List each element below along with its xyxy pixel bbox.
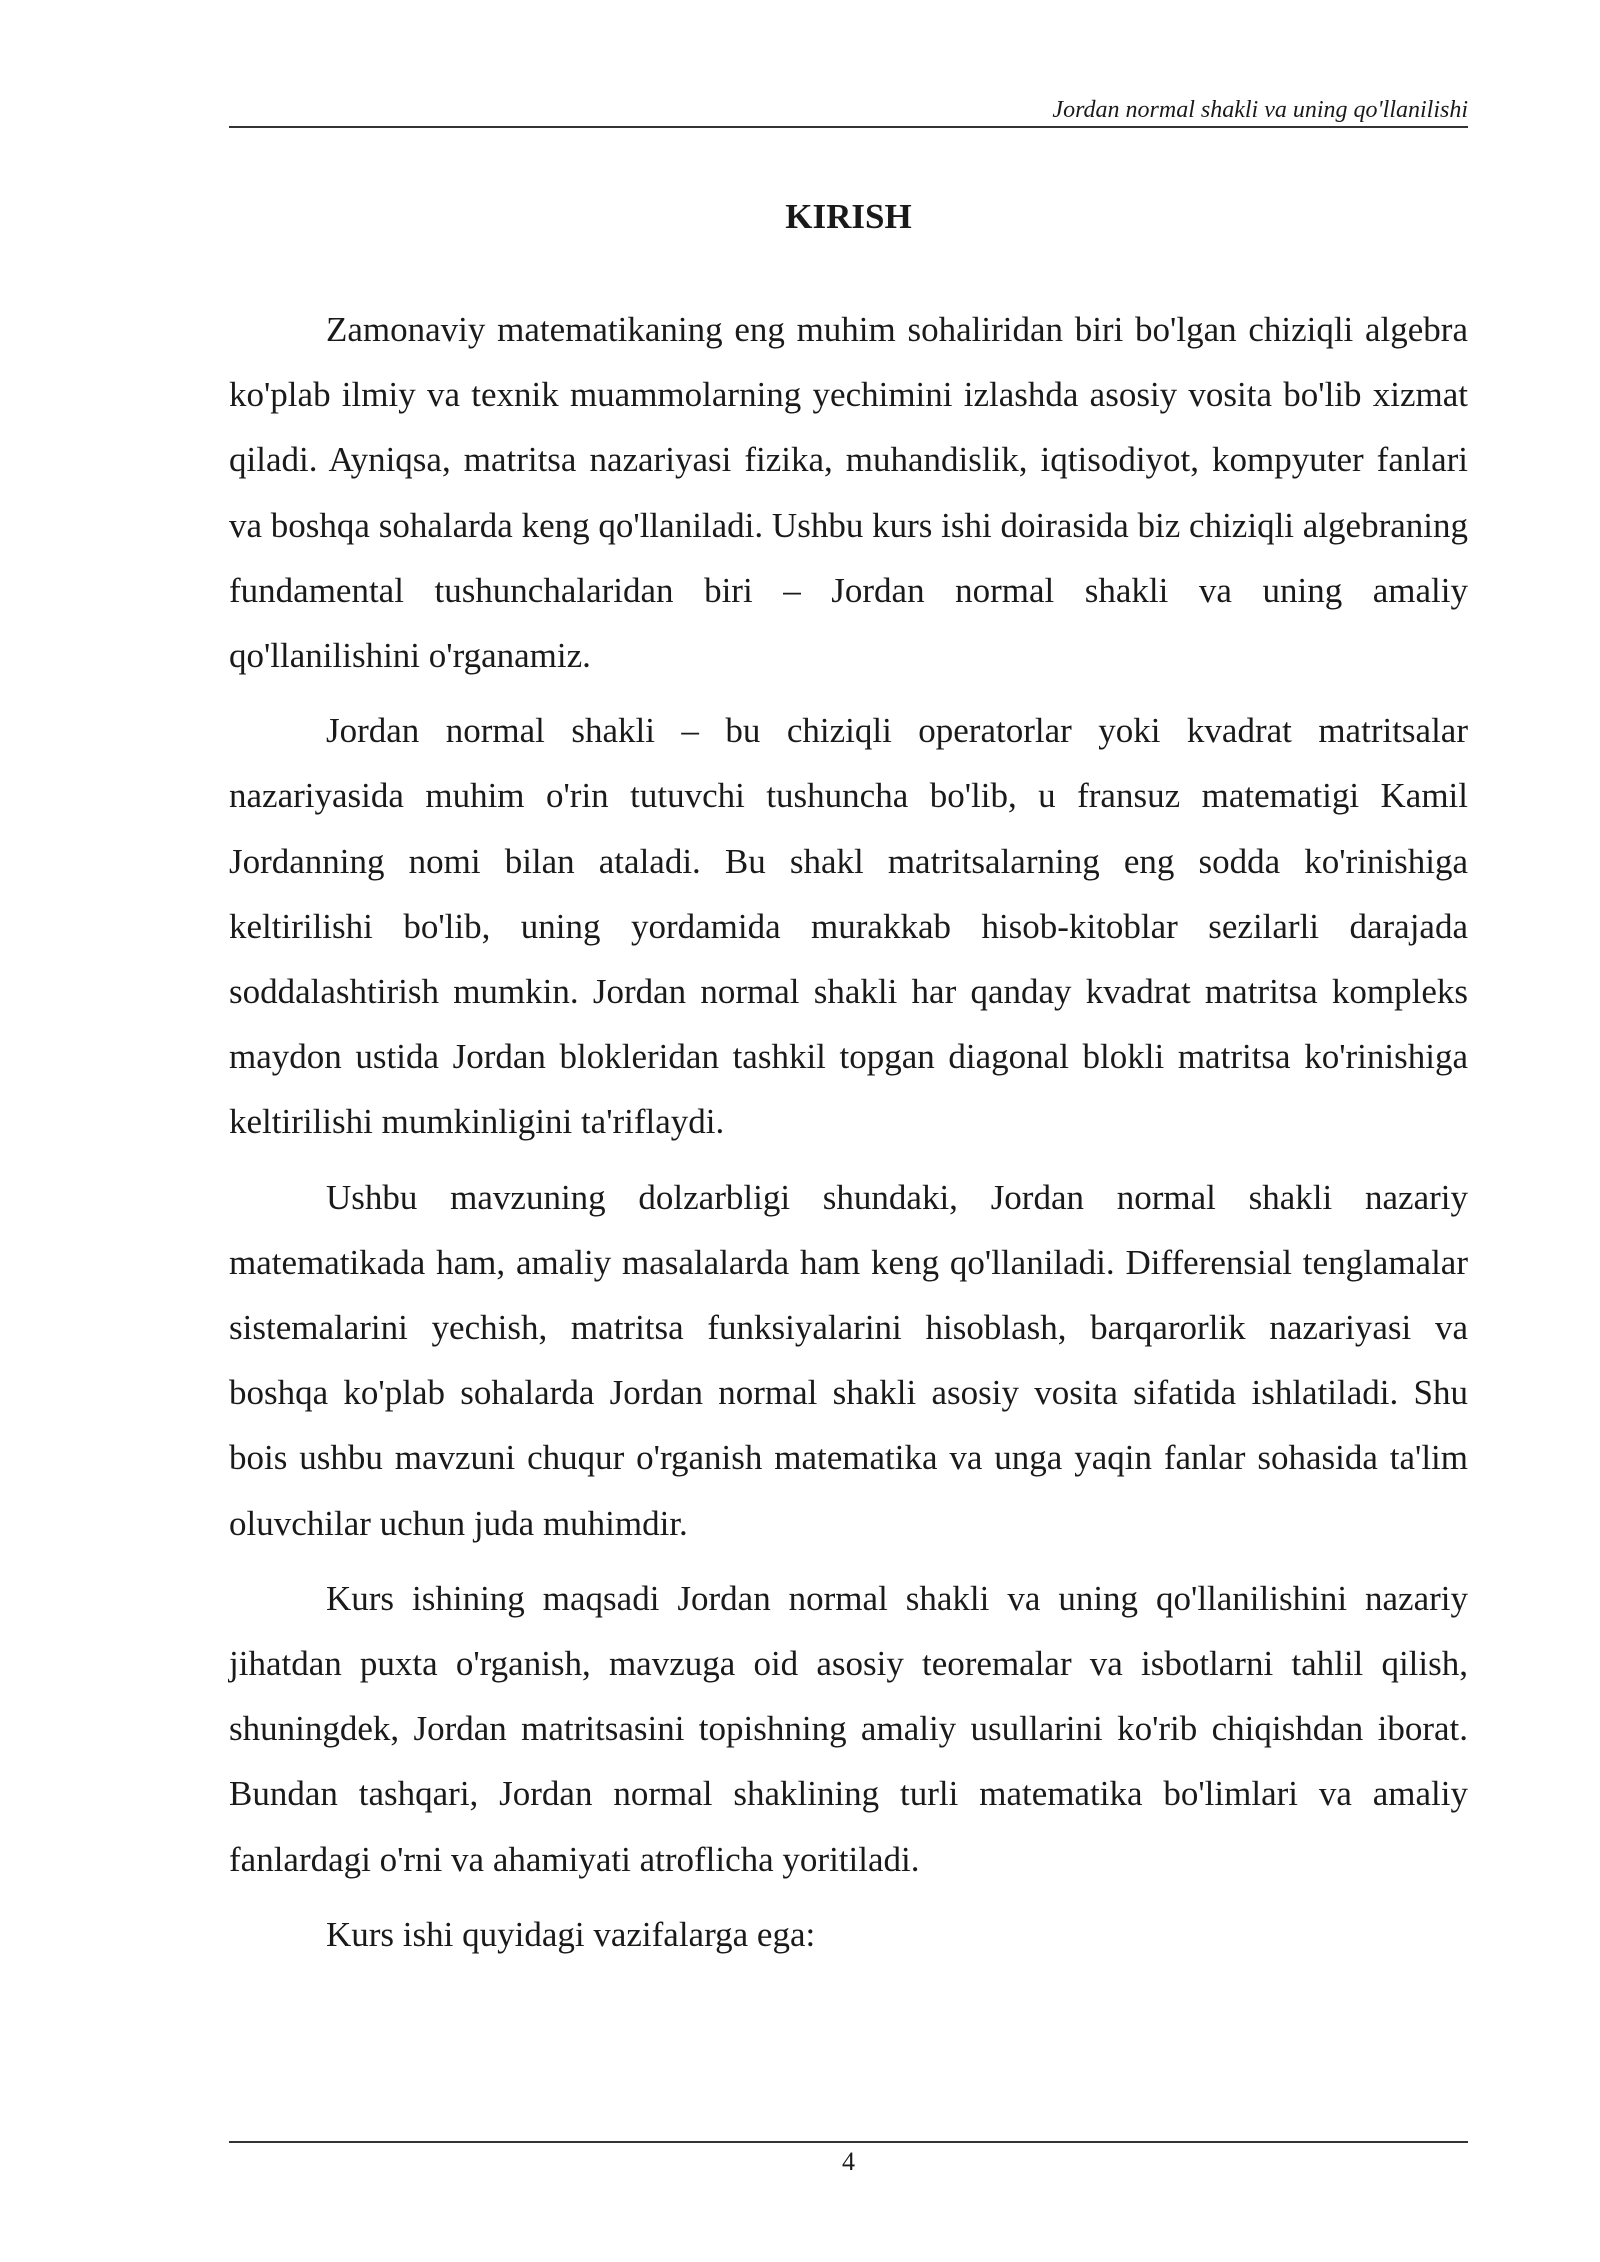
- header-divider: [229, 126, 1468, 128]
- section-title: KIRISH: [785, 197, 912, 236]
- footer-divider: [229, 2141, 1468, 2143]
- page-number: 4: [842, 2147, 855, 2176]
- paragraph: Ushbu mavzuning dolzarbligi shundaki, Jordan normal shakli nazariy matematikada ham, amaliy masalalarda ham keng qo'llaniladi. Differensial tenglamalar sistemalarini yechish, matritsa funksiyalarini hisoblash, barqarorlik nazariyasi va boshqa ko'plab sohalarda Jordan normal shakli asosiy vosita sifatida ishlatiladi. Shu bois ushbu mavzuni chuqur o'rganish matematika va unga yaqin fanlar sohasida ta'lim oluvchilar uchun juda muhimdir.: [229, 1177, 1468, 1543]
- paragraph: Jordan normal shakli – bu chiziqli operatorlar yoki kvadrat matritsalar nazariyasida muhim o'rin tutuvchi tushuncha bo'lib, u fransuz matematigi Kamil Jordanning nomi bilan ataladi. Bu shakl matritsalarning eng sodda ko'rinishiga keltirilishi bo'lib, uning yordamida murakkab hisob-kitoblar sezilarli darajada soddalashtirish mumkin. Jordan normal shakli har qanday kvadrat matritsa kompleks maydon ustida Jordan blokleridan tashkil topgan diagonal blokli matritsa ko'rinishiga keltirilishi mumkinligini ta'riflaydi.: [229, 711, 1468, 1142]
- body-text: [229, 297, 1468, 1977]
- paragraph: Kurs ishi quyidagi vazifalarga ega:: [326, 1914, 816, 1954]
- paragraph: Kurs ishining maqsadi Jordan normal shakli va uning qo'llanilishini nazariy jihatdan puxta o'rganish, mavzuga oid asosiy teoremalar va isbotlarni tahlil qilish, shuningdek, Jordan matritsasini topishning amaliy usullarini ko'rib chiqishdan iborat. Bundan tashqari, Jordan normal shaklining turli matematika bo'limlari va amaliy fanlardagi o'rni va ahamiyati atroflicha yoritiladi.: [229, 1578, 1468, 1879]
- running-header: Jordan normal shakli va uning qo'llanilishi: [1052, 97, 1468, 123]
- paragraph: Zamonaviy matematikaning eng muhim sohaliridan biri bo'lgan chiziqli algebra ko'plab ilmiy va texnik muammolarning yechimini izlashda asosiy vosita bo'lib xizmat qiladi. Ayniqsa, matritsa nazariyasi fizika, muhandislik, iqtisodiyot, kompyuter fanlari va boshqa sohalarda keng qo'llaniladi. Ushbu kurs ishi doirasida biz chiziqli algebraning fundamental tushunchalaridan biri – Jordan normal shakli va uning amaliy qo'llanilishini o'rganamiz.: [229, 310, 1468, 676]
